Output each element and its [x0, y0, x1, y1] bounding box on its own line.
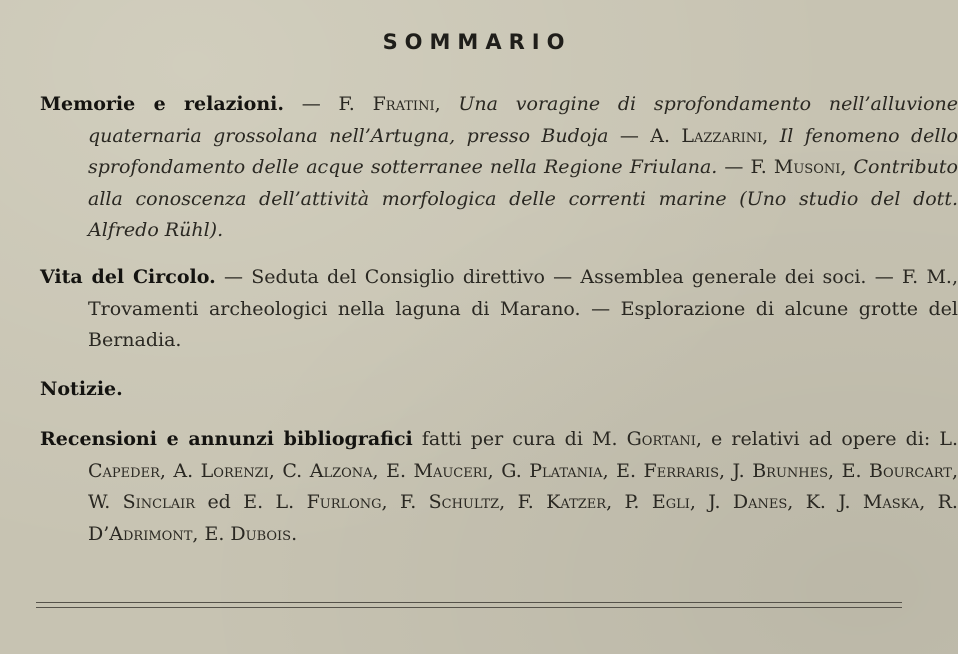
author-name: Maska: [862, 491, 920, 513]
body-text: , F.: [381, 491, 429, 513]
body-text: .: [291, 522, 298, 545]
author-name: Lorenzi: [200, 459, 269, 482]
body-text: , R. D’: [88, 491, 958, 545]
author-name: Gortani: [626, 428, 696, 450]
author-name: Platania: [529, 459, 603, 482]
body-text: — F.: [283, 93, 373, 115]
body-text: , A.: [159, 459, 201, 482]
section-memorie: [40, 89, 958, 247]
section-body: [88, 93, 958, 241]
author-name: Adrimont: [109, 522, 193, 545]
body-text: , E.: [372, 459, 414, 482]
section-heading: Recensioni e annunzi bibliografici: [40, 428, 413, 450]
body-text: , E.: [828, 459, 869, 482]
body-text: , e relativi ad opere di: L.: [695, 428, 958, 450]
author-name: Danes: [732, 491, 788, 513]
body-text: fatti per cura di M.: [412, 428, 627, 450]
section-notizie: [40, 374, 958, 406]
article-title: Contributo alla conoscenza dell’attività morfologica delle correnti marine (Uno studio del dott. Alfredo Rühl).: [88, 156, 958, 241]
section-body: [88, 266, 958, 351]
body-text: ,: [762, 124, 780, 147]
author-name: Fratini: [372, 93, 435, 115]
author-name: Brunhes: [752, 459, 829, 482]
body-text: , W.: [88, 459, 958, 513]
body-text: — Seduta del Consiglio direttivo — Assemblea generale dei soci. — F. M., Trovamenti archeologici nella laguna di Marano. — Esplorazione di alcune grotte del Bernadia.: [88, 266, 958, 351]
body-text: — F.: [717, 156, 774, 178]
body-text: , F.: [499, 491, 547, 513]
body-text: , K. J.: [787, 491, 863, 513]
section-heading: Memorie e relazioni.: [40, 93, 284, 115]
body-text: — A.: [608, 124, 682, 147]
author-name: Dubois: [230, 522, 292, 545]
author-name: Alzona: [309, 459, 373, 482]
body-text: ,: [840, 156, 854, 178]
author-name: Egli: [651, 491, 690, 513]
body-text: ed E. L.: [195, 491, 307, 513]
body-text: , P.: [606, 491, 652, 513]
body-text: , C.: [268, 459, 310, 482]
article-title: Il fenomeno dello sprofondamento delle acque sotterranee nella Regione Friulana.: [88, 124, 958, 178]
author-name: Bourcart: [869, 459, 952, 482]
author-name: Lazzarini: [681, 124, 763, 147]
double-rule-bottom: [36, 607, 902, 608]
author-name: Mauceri: [413, 459, 488, 482]
author-name: Capeder: [88, 459, 160, 482]
author-name: Musoni: [773, 156, 841, 178]
author-name: Schultz: [428, 491, 500, 513]
section-heading: Notizie.: [40, 378, 123, 400]
section-recensioni: [40, 424, 958, 550]
double-rule-top: [36, 602, 902, 603]
body-text: , E.: [602, 459, 644, 482]
body-text: , J.: [719, 459, 753, 482]
author-name: Ferraris: [643, 459, 719, 482]
body-text: , J.: [689, 491, 733, 513]
body-text: , E.: [192, 522, 231, 545]
section-vita-del-circolo: [40, 262, 958, 357]
body-text: , G.: [487, 459, 530, 482]
body-text: ,: [434, 93, 459, 115]
section-heading: Vita del Circolo.: [40, 266, 216, 288]
author-name: Katzer: [546, 491, 607, 513]
author-name: Sinclair: [122, 491, 196, 513]
author-name: Furlong: [306, 491, 382, 513]
page-title: SOMMARIO: [382, 30, 572, 54]
article-title: Una voragine di sprofondamento nell’alluvione quaternaria grossolana nell’Artugna, presso Budoja: [88, 93, 958, 147]
